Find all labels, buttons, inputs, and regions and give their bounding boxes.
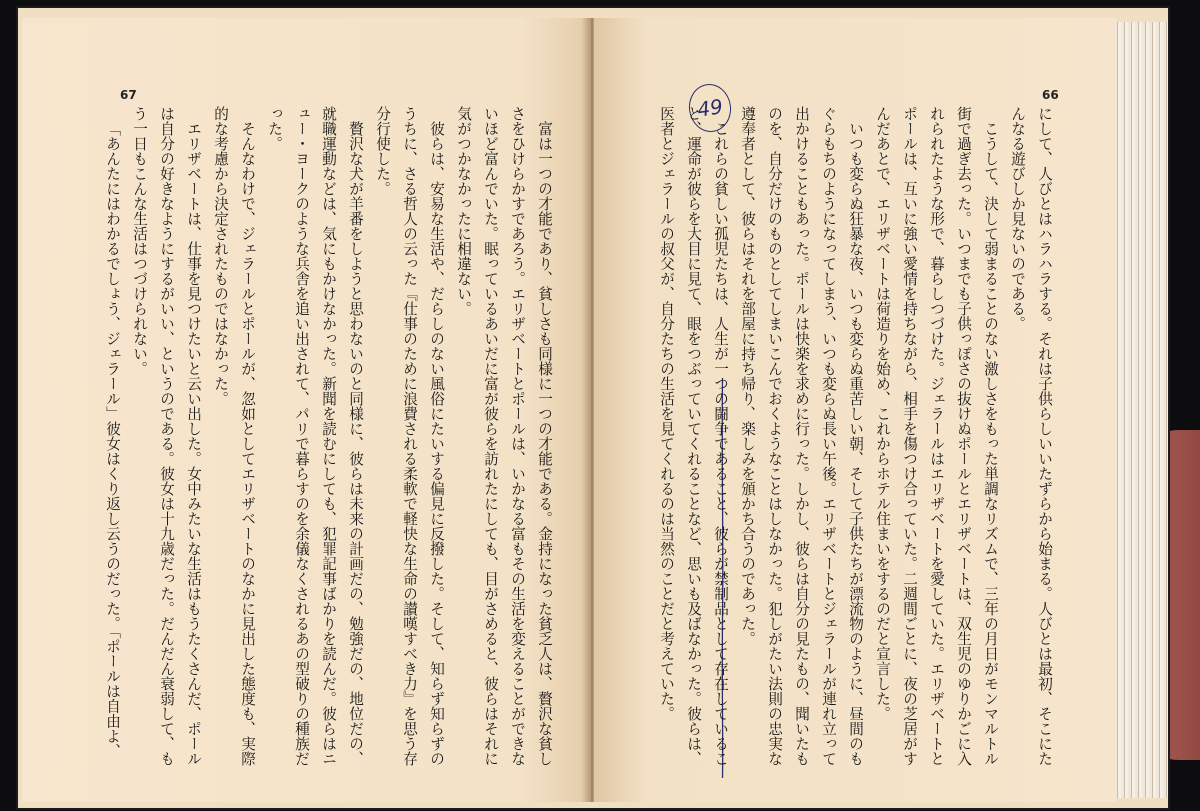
body-text [638, 106, 1058, 766]
paragraph: 贅沢な犬が羊番をしようと思わないのと同様に、彼らは未来の計画だの、勉強だの、地位だの、就職運動などは、気にもかけなかった。新聞を読むにしても、犯罪記事ばかりを読んだ。彼らはニュー・ヨークのような兵舎を追い出されて、パリで暮らすのを余儀なくされるあの型破りの種族だった。 [266, 106, 364, 766]
paragraph: そんなわけで、ジェラールとポールが、忽如としてエリザベートのなかに見出した態度も、実際的な考慮から決定されたものではなかった。 [212, 106, 256, 766]
open-book [18, 8, 1168, 808]
paragraph: 富は一つの才能であり、貧しさも同様に一つの才能である。金持になった貧乏人は、贅沢な貧しさをひけらかすであろう。エリザベートとポールは、いかなる富もその生活を変えることができないほど富んでいた。眠っているあいだに富が彼らを訪れたにしても、目がさめると、彼らはそれに気がつかなかったに相違ない。 [455, 106, 553, 766]
handwritten-page-mark: 49 [686, 81, 734, 134]
page-stack-edge [1114, 22, 1168, 798]
paragraph: こうして、決して弱まることのない激しさをもった単調なリズムで、三年の月日がモンマルトル街で過ぎ去った。いつまでも子供っぽさの抜けぬポールとエリザベートは、双生児のゆりかごに入れられたような形で、暮らしつづけた。ジェラールはエリザベートを愛していた。エリザベートとポールは、互いに強い愛情を持ちながら、相手を傷つけ合っていた。二週間ごとに、夜の芝居がすんだあとで、エリザベートは荷造りを始め、これからホテル住まいをするのだと宣言した。 [874, 106, 999, 766]
paragraph: エリザベートは、仕事を見つけたいと云い出した。女中みたいな生活はもうたくさんだ、ポールは自分の好きなようにするがいい、というのである。彼女は十九歳だった。だんだん衰弱して、もう一日もこんな生活はつづけられない。 [131, 106, 202, 766]
paragraph: いつも変らぬ狂暴な夜、いつも変らぬ重苦しい朝、そして子供たちが漂流物のように、昼間のもぐらもちのようになってしまう、いつも変らぬ長い午後。エリザベートとジェラールが連れ立って出かけることもあった。ポールは快楽を求めに行った。しかし、彼らは自分の見たもの、聞いたものを、自分だけのものとしてしまいこんでおくようなことはしなかった。犯しがたい法則の忠実な遵奉者として、彼らはそれを部屋に持ち帰り、楽しみを頒かち合うのであった。 [739, 106, 864, 766]
paragraph: これらの貧しい孤児たちは、人生が一つの闘争であること、彼らが禁制品として存在していること、運命が彼らを大目に見て、眼をつぶっていてくれることなど、思いも及ばなかった。彼らは、医者とジェラールの叔父が、自分たちの生活を見てくれるのは当然のことだと考えていた。 [658, 106, 729, 766]
body-text [104, 106, 558, 766]
left-page [22, 18, 588, 802]
paragraph: 「あんたにはわかるでしょう、ジェラール」彼女はくり返し云うのだった。「ポールは自由よ、 [104, 120, 121, 759]
page-number: 66 [1042, 88, 1059, 102]
paragraph: にして、人びとはハラハラする。それは子供らしいいたずらから始まる。人びとは最初、そこにたんなる遊びしか見ないのである。 [1009, 106, 1053, 766]
paragraph: 彼らは、安易な生活や、だらしのない風俗にたいする偏見に反撥した。そして、知らず知らずのうちに、さる哲人の云った『仕事のために浪費される柔軟で軽快な生命の讃嘆すべき力』を思う存分行使した。 [374, 106, 445, 766]
right-page [594, 18, 1116, 802]
page-number: 67 [120, 88, 137, 102]
